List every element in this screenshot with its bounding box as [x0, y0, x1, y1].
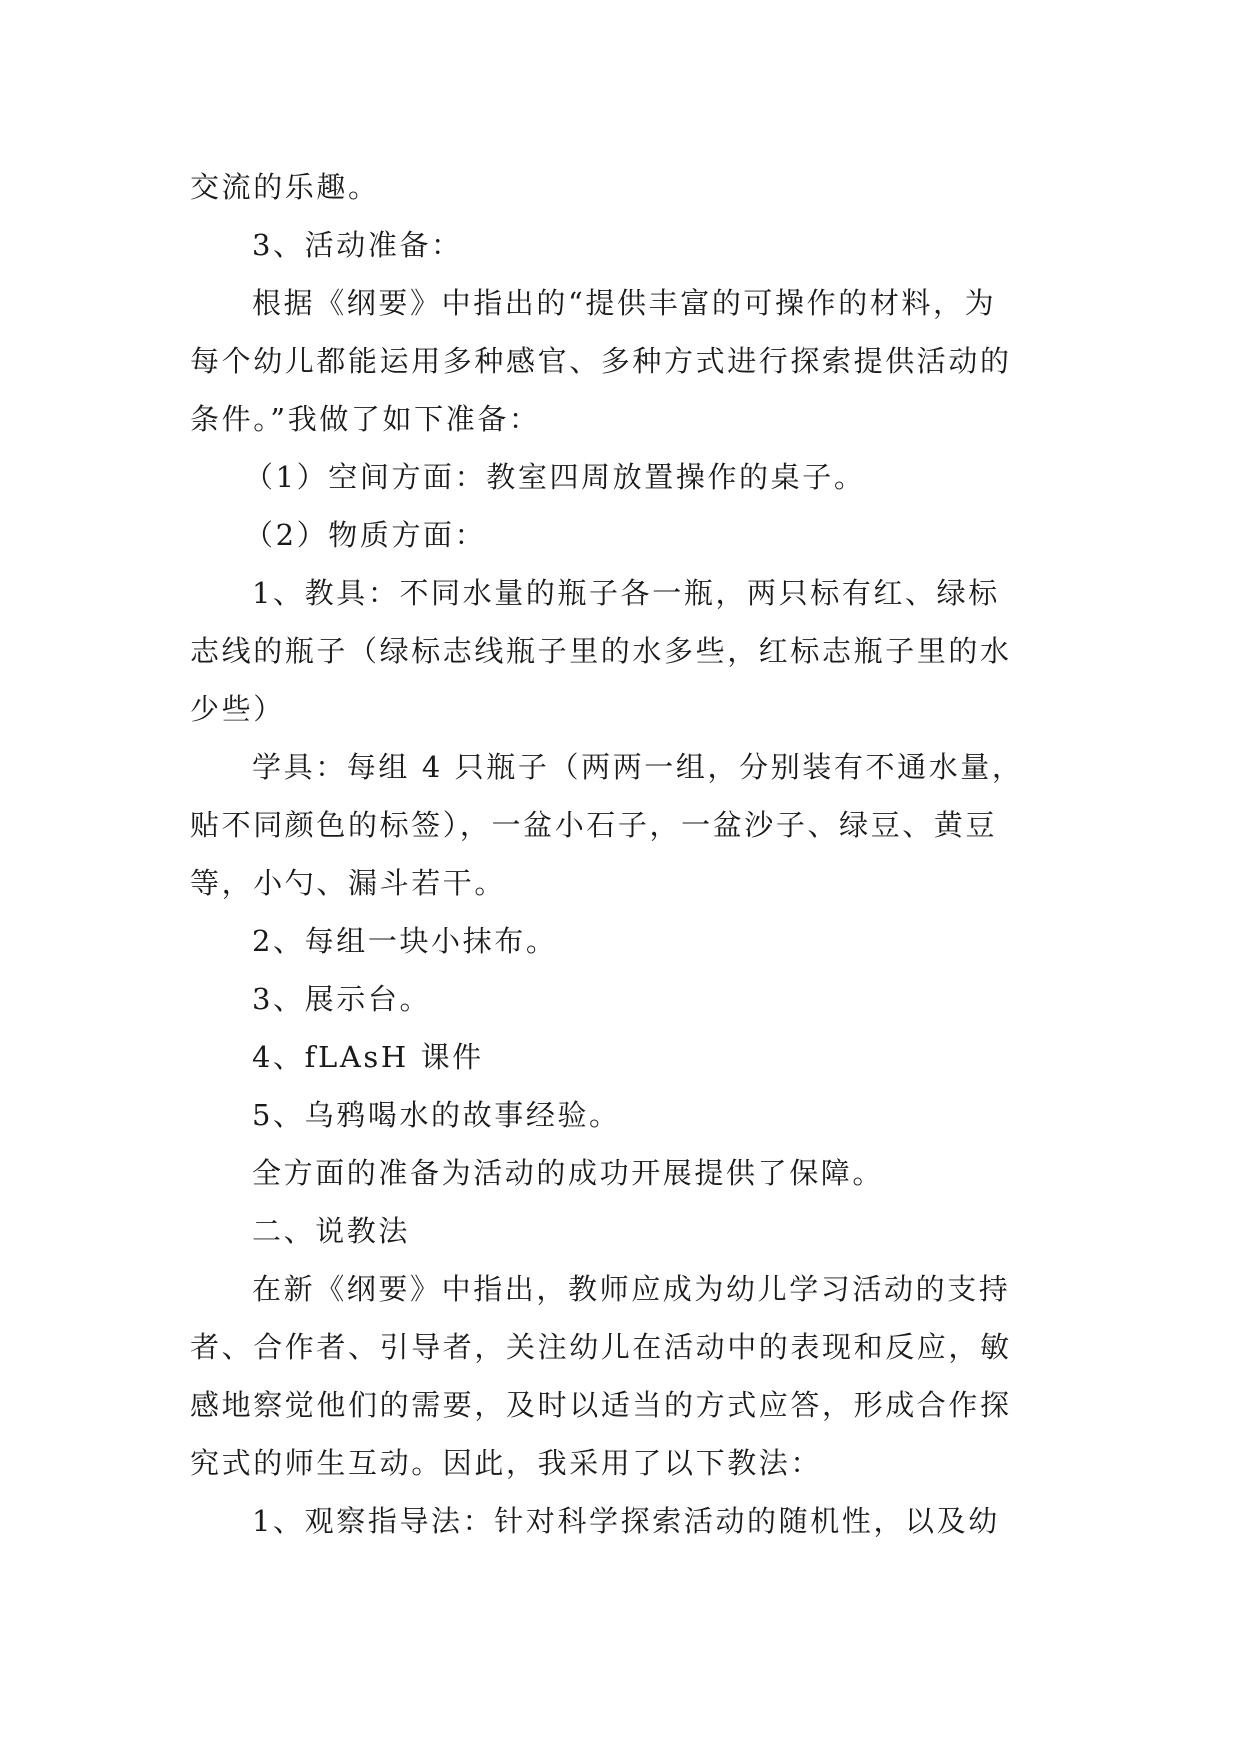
section-heading-teaching-method: 二、说教法 [252, 1214, 411, 1248]
paragraph-line: 根据《纲要》中指出的“提供丰富的可操作的材料，为 [252, 286, 997, 320]
paragraph-line: 在新《纲要》中指出，教师应成为幼儿学习活动的支持 [252, 1272, 1011, 1306]
section-heading-activity-preparation: 3、活动准备： [252, 228, 463, 262]
list-item-cloth: 2、每组一块小抹布。 [252, 924, 558, 958]
paragraph-line: 贴不同颜色的标签），一盆小石子，一盆沙子、绿豆、黄豆 [190, 808, 998, 842]
paragraph-line: 感地察觉他们的需要，及时以适当的方式应答，形成合作探 [190, 1388, 1012, 1422]
list-item-learning-tools: 学具：每组 4 只瓶子（两两一组，分别装有不通水量， [252, 750, 1024, 784]
paragraph-line: 每个幼儿都能运用多种感官、多种方式进行探索提供活动的 [190, 344, 1012, 378]
list-item-story-experience: 5、乌鸦喝水的故事经验。 [252, 1098, 621, 1132]
paragraph-line: 者、合作者、引导者，关注幼儿在活动中的表现和反应，敏 [190, 1330, 1012, 1364]
paragraph-line: 交流的乐趣。 [190, 170, 380, 204]
paragraph-line: 全方面的准备为活动的成功开展提供了保障。 [252, 1156, 885, 1190]
list-item-material: （2）物质方面： [244, 518, 487, 552]
list-item-flash-courseware: 4、fLAsH 课件 [252, 1040, 484, 1074]
list-item-space: （1）空间方面：教室四周放置操作的桌子。 [244, 460, 866, 494]
list-item-teaching-aids: 1、教具：不同水量的瓶子各一瓶，两只标有红、绿标 [252, 576, 1000, 610]
paragraph-line: 究式的师生互动。因此，我采用了以下教法： [190, 1446, 823, 1480]
paragraph-line: 等，小勺、漏斗若干。 [190, 866, 507, 900]
paragraph-line: 条件。”我做了如下准备： [190, 402, 541, 436]
list-item-observation-method: 1、观察指导法：针对科学探索活动的随机性，以及幼 [252, 1504, 1000, 1538]
paragraph-line: 志线的瓶子（绿标志线瓶子里的水多些，红标志瓶子里的水 [190, 634, 1012, 668]
list-item-display-stand: 3、展示台。 [252, 982, 432, 1016]
paragraph-line: 少些） [190, 692, 285, 726]
